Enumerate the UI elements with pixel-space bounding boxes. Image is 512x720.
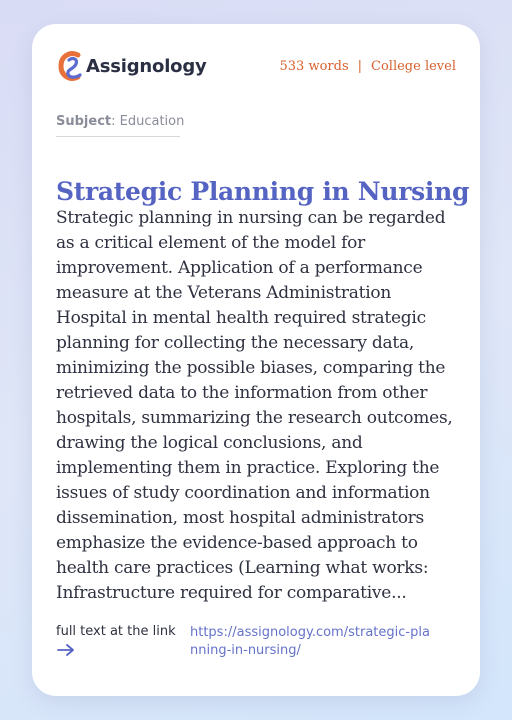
assignology-logo-icon [56, 49, 88, 83]
essay-excerpt: Strategic planning in nursing can be regarded as a critical element of the model for improvement. Application of a performance measure at the Veterans Administration Hospital in mental health required strategic planning for collecting the necessary data, minimizing the possible biases, comparing the retrieved data to the information from other hospitals, summarizing the research outcomes, drawing the logical conclusions, and implementing them in practice. Exploring the issues of study coordination and information dissemination, most hospital administrators emphasize the evidence-based approach to health care practices (Learning what works: Infrastructure required for comparative... [56, 208, 453, 603]
meta-separator: | [357, 58, 363, 74]
full-text-label: full text at the link [56, 624, 176, 639]
full-text-link[interactable]: https://assignology.com/strategic-planning-in-nursing/ [190, 625, 430, 658]
subject-line [56, 114, 185, 137]
brand-name: Assignology [86, 55, 207, 77]
subject-value: : Education [111, 114, 185, 129]
arrow-right-icon[interactable] [56, 643, 76, 657]
full-text-prompt [56, 624, 190, 660]
card-footer [56, 624, 460, 660]
essay-card [32, 24, 480, 696]
brand-logo[interactable] [56, 49, 207, 83]
essay-meta [280, 59, 456, 74]
card-header [56, 48, 456, 84]
subject-label: Subject [56, 114, 112, 129]
essay-title: Strategic Planning in Nursing [56, 177, 470, 206]
word-count: 533 words [279, 58, 349, 74]
academic-level: College level [371, 58, 456, 74]
